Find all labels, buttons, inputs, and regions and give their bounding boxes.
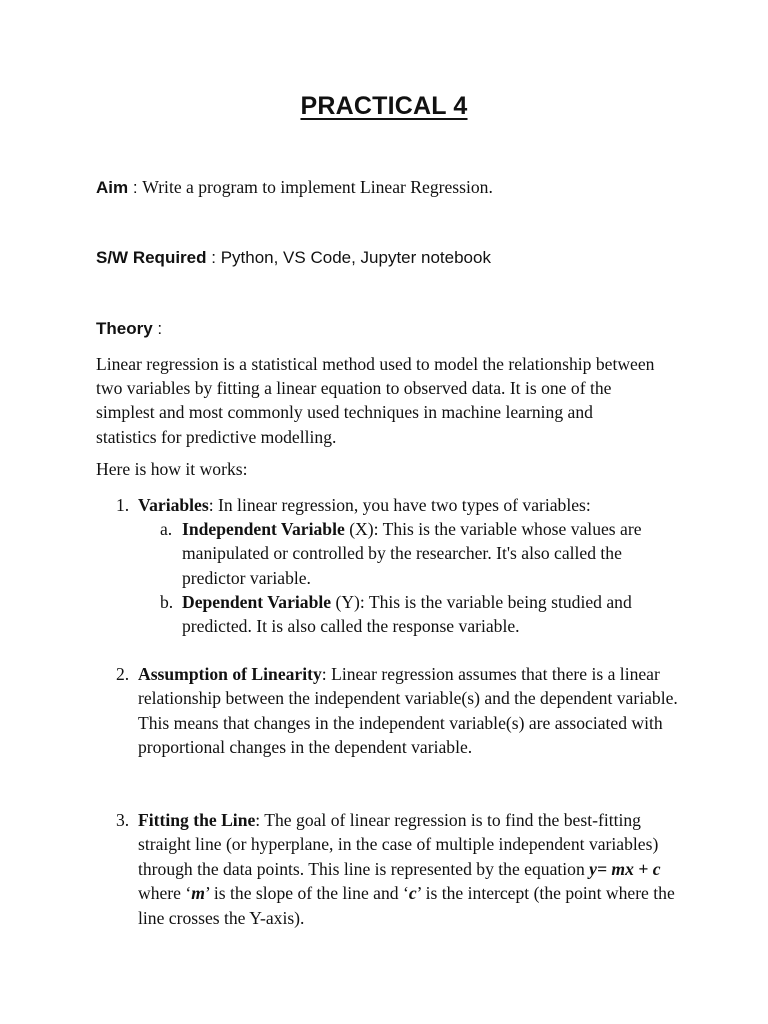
how-it-works: Here is how it works: xyxy=(96,459,248,479)
item-text: : Linear regression assumes that there is a linear relationship between the independent variable(s) and the dependent variable. This means that changes in the independent variable(s) are associated with proportional changes in the dependent variable. xyxy=(138,664,678,758)
aim-line xyxy=(96,177,493,198)
item-body xyxy=(138,493,678,517)
sw-sep: : xyxy=(206,248,221,267)
item-text-a: : The goal of linear regression is to find the best-fitting straight line (or hyperplane, in the case of multiple independent variables) through the data points. This line is represented by the equation xyxy=(138,810,659,879)
item-term: Variables xyxy=(138,495,209,515)
sub-label: a. xyxy=(160,519,173,539)
item-body xyxy=(138,662,678,760)
theory-sep: : xyxy=(152,319,163,338)
item-number: 1. xyxy=(116,495,130,515)
item-number: 3. xyxy=(116,810,130,830)
theory-intro xyxy=(96,352,656,449)
theory-label: Theory xyxy=(96,319,153,338)
sub-body xyxy=(182,517,677,590)
equation: y= mx + c xyxy=(589,858,661,879)
item-body xyxy=(138,808,678,930)
theory-heading xyxy=(96,319,162,339)
sw-text: Python, VS Code, Jupyter notebook xyxy=(220,248,491,267)
sub-term: Dependent Variable xyxy=(182,592,332,612)
item-number: 2. xyxy=(116,664,130,684)
sw-label: S/W Required xyxy=(96,248,207,267)
sub-label: b. xyxy=(160,592,174,612)
sub-term: Independent Variable xyxy=(182,519,345,539)
intro-paragraph: Linear regression is a statistical method used to model the relationship between two variables by fitting a linear equation to observed data. It is one of the simplest and most commonly used techniques in machine learning and statistics for predictive modelling. xyxy=(96,354,655,447)
sub-text: (X): This is the variable whose values are manipulated or controlled by the researcher. It's also called the predictor variable. xyxy=(182,519,642,588)
sub-text: (Y): This is the variable being studied and predicted. It is also called the response variable. xyxy=(182,592,632,637)
item-text-b: where ‘ xyxy=(138,883,192,904)
slope-symbol: m xyxy=(191,883,205,904)
page-title: PRACTICAL 4 xyxy=(300,92,468,120)
sub-body xyxy=(182,590,677,639)
sw-line xyxy=(96,248,491,268)
intercept-symbol: c xyxy=(408,883,417,904)
item-text: : In linear regression, you have two types of variables: xyxy=(208,495,591,515)
item-text-c: ’ is the slope of the line and ‘ xyxy=(204,883,409,904)
item-term: Assumption of Linearity xyxy=(138,664,322,684)
aim-sep: : xyxy=(128,178,143,197)
item-term: Fitting the Line xyxy=(138,810,256,830)
aim-label: Aim xyxy=(96,178,129,197)
item-text-d: ’ is the intercept (the point where the line crosses the Y-axis). xyxy=(138,883,675,928)
aim-text: Write a program to implement Linear Regression. xyxy=(142,177,493,197)
